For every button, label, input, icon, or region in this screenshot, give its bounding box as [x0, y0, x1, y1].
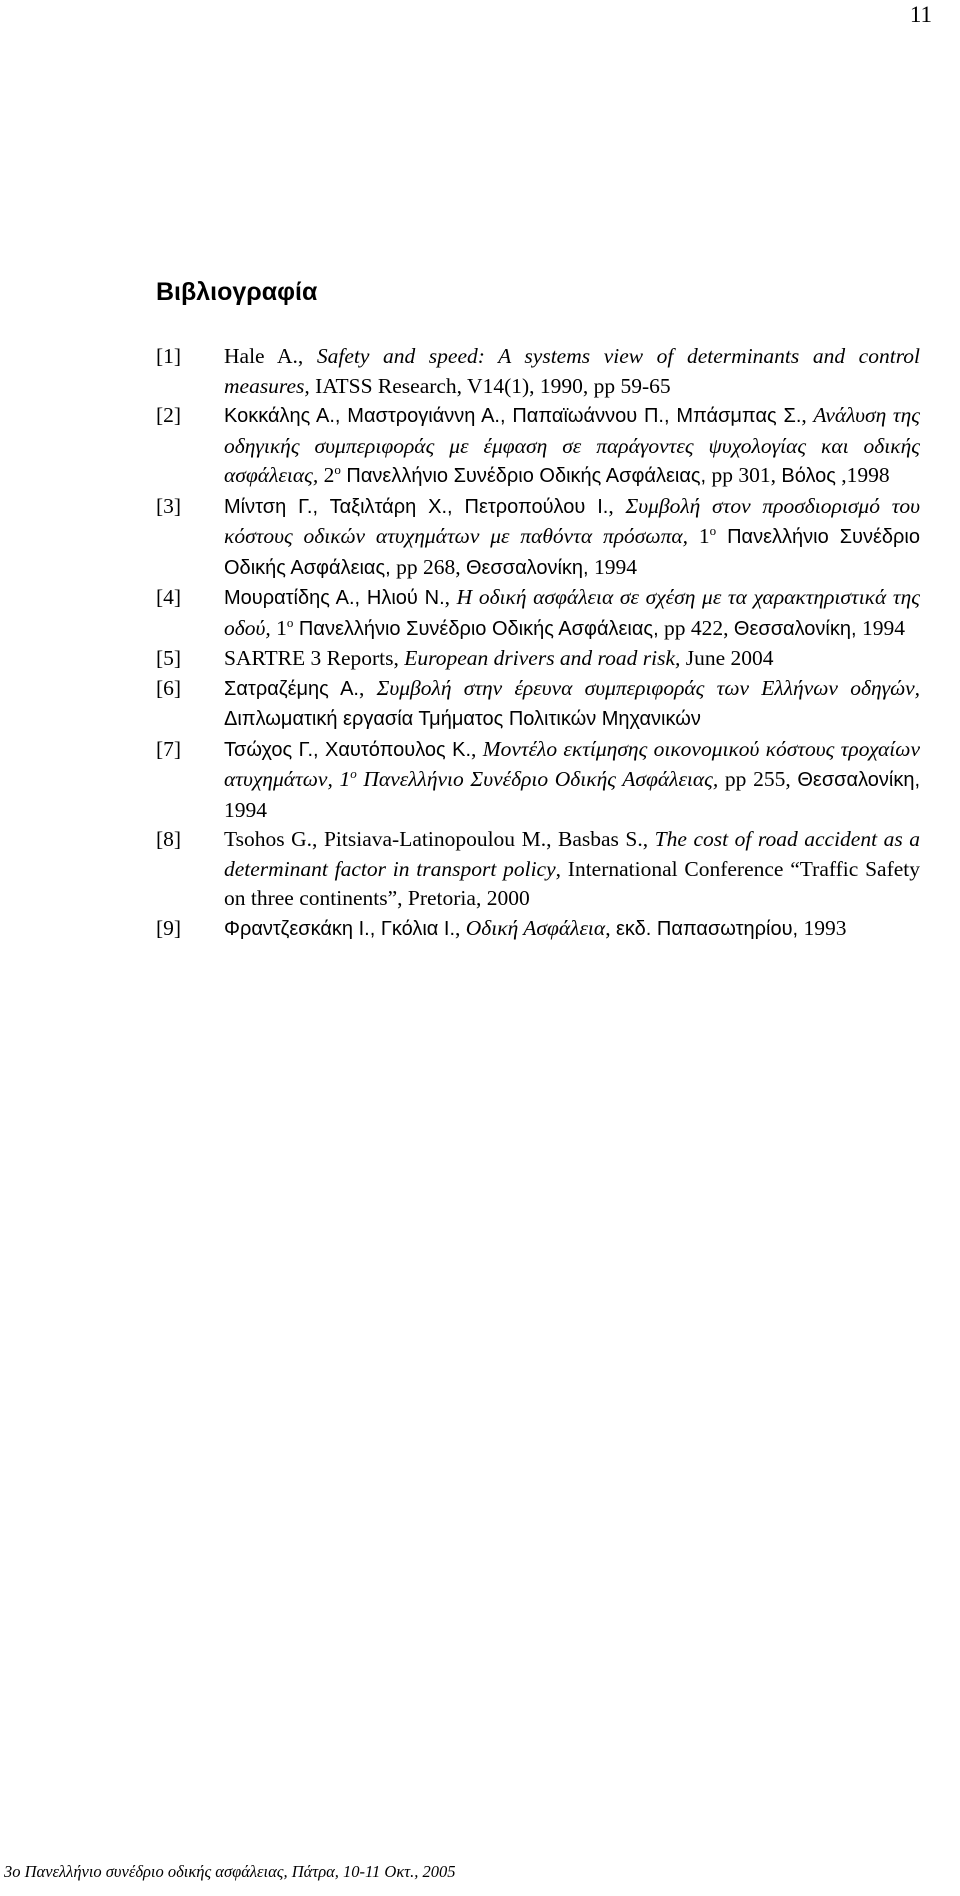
reference-text — [224, 344, 920, 398]
reference-text-segment: Θεσσαλονίκη, — [797, 769, 921, 791]
reference-item — [156, 825, 920, 914]
reference-text — [224, 646, 774, 670]
reference-text — [224, 676, 920, 731]
reference-text — [224, 827, 920, 910]
reference-number: [2] — [156, 403, 182, 427]
reference-text-segment: Η οδική ασφάλεια σε σχέση με τα χαρακτηριστικά της οδού, — [224, 585, 921, 640]
reference-text-segment: , — [801, 403, 814, 427]
reference-text-segment: , — [455, 915, 466, 940]
reference-text-segment: Μίντση Γ., Ταξιλτάρη Χ., Πετροπούλου Ι. — [224, 495, 609, 518]
reference-number: [7] — [156, 736, 182, 761]
reference-number: [8] — [156, 827, 182, 851]
reference-text-segment: pp 422, — [658, 615, 734, 640]
reference-text-segment: , — [605, 915, 616, 940]
reference-text-segment: , — [359, 675, 377, 700]
reference-text-segment: pp 255, — [718, 767, 798, 791]
reference-number: [1] — [156, 344, 182, 368]
reference-number: [4] — [156, 585, 182, 609]
reference-text-segment: Tsohos G., Pitsiava-Latinopoulou M., Basbas S., — [224, 827, 655, 851]
reference-text-segment: , — [444, 585, 457, 609]
reference-text — [224, 737, 920, 822]
reference-item — [156, 492, 920, 584]
reference-text — [224, 916, 846, 940]
reference-list — [156, 342, 920, 944]
reference-text-segment: Πανελλήνιο Συνέδριο Οδικής Ασφάλειας, — [356, 767, 719, 791]
reference-text-segment: ο — [334, 462, 341, 477]
reference-text-segment: Τσώχος Γ., Χαυτόπουλος Κ. — [224, 738, 472, 761]
reference-text-segment: Ανάλυση της οδηγικής συμπεριφοράς με έμφαση σε παράγοντες ψυχολογίας και οδικής ασφάλειας, — [224, 403, 920, 487]
reference-text-segment: Hale A., — [224, 344, 317, 368]
reference-item — [156, 914, 920, 945]
reference-number: [5] — [156, 646, 182, 670]
reference-text-segment: , International Conference “Traffic Safety on three continents”, Pretoria, 2000 — [224, 856, 921, 910]
reference-text-segment: Μουρατίδης Α., Ηλιού Ν. — [224, 587, 445, 609]
reference-text — [224, 403, 920, 487]
page-number: 11 — [909, 2, 932, 27]
reference-text-segment: ο — [709, 523, 717, 538]
reference-item — [156, 401, 920, 492]
reference-item — [156, 735, 920, 826]
reference-text-segment: Φραντζεσκάκη Ι., Γκόλια Ι. — [224, 917, 456, 940]
reference-text-segment: Μοντέλο εκτίμησης οικονομικού κόστους τροχαίων ατυχημάτων, 1 — [224, 736, 920, 791]
reference-number: [3] — [156, 493, 182, 518]
reference-item — [156, 342, 920, 401]
reference-text — [224, 494, 920, 579]
reference-number: [6] — [156, 675, 182, 700]
reference-text-segment: 1 — [688, 524, 710, 548]
reference-text-segment: 1994 — [224, 797, 267, 822]
page-title: Βιβλιογραφία — [156, 278, 318, 306]
reference-text-segment: εκδ. Παπασωτηρίου, — [615, 917, 799, 940]
reference-text-segment: 1994 — [588, 554, 637, 579]
reference-text-segment: Συμβολή στον προσδιορισμό του κόστους οδικών ατυχημάτων με παθόντα πρόσωπα, — [224, 493, 921, 548]
reference-text-segment: pp 268, — [390, 554, 466, 579]
reference-text-segment: 1994 — [856, 615, 905, 640]
reference-text-segment: 2 — [318, 463, 335, 487]
reference-text-segment: , — [608, 493, 626, 518]
reference-text-segment: 1993 — [798, 915, 847, 940]
reference-text-segment: Safety and speed: A systems view of determinants and control measures, — [224, 344, 920, 398]
reference-text-segment: European drivers and road risk, — [404, 646, 681, 670]
reference-text-segment: SARTRE 3 Reports, — [224, 646, 405, 670]
reference-text-segment: ,1998 — [835, 463, 890, 487]
reference-number: [9] — [156, 915, 182, 940]
reference-text-segment: June 2004 — [680, 646, 774, 670]
reference-text-segment: Σατραζέμης Α. — [224, 677, 359, 700]
reference-text-segment: IATSS Research, V14(1), 1990, pp 59-65 — [309, 373, 671, 398]
reference-item — [156, 674, 920, 735]
reference-text-segment: Κοκκάλης Α., Μαστρογιάννη Α., Παπαϊωάννου Π., Μπάσμπας Σ. — [224, 405, 802, 427]
reference-text-segment: Θεσσαλονίκη, — [733, 617, 857, 640]
reference-text-segment: The cost of road accident as a determinant factor in transport policy — [224, 827, 920, 881]
reference-text-segment: Πανελλήνιο Συνέδριο Οδικής Ασφάλειας, — [340, 465, 707, 487]
reference-text — [224, 585, 920, 640]
reference-text-segment: , — [471, 736, 483, 761]
reference-text-segment: ο — [286, 614, 294, 630]
reference-text-segment: Διπλωματική εργασία Τμήματος Πολιτικών Μηχανικών — [224, 708, 701, 730]
reference-text-segment: Συμβολή στην έρευνα συμπεριφοράς των Ελλήνων οδηγών, — [376, 675, 920, 700]
reference-text-segment: Οδική Ασφάλεια — [465, 915, 606, 940]
page-footer: 3ο Πανελλήνιο συνέδριο οδικής ασφάλειας, Πάτρα, 10-11 Οκτ., 2005 — [4, 1862, 456, 1881]
reference-text-segment: pp 301, — [706, 463, 782, 487]
reference-item — [156, 644, 920, 674]
reference-text-segment: 1 — [270, 615, 287, 640]
reference-text-segment: Πανελλήνιο Συνέδριο Οδικής Ασφάλειας, — [224, 526, 920, 579]
reference-text-segment: Πανελλήνιο Συνέδριο Οδικής Ασφάλειας, — [293, 617, 659, 640]
reference-text-segment: Βόλος — [781, 465, 836, 487]
reference-text-segment: Θεσσαλονίκη, — [465, 556, 589, 579]
reference-text-segment: ο — [350, 766, 357, 781]
reference-item — [156, 583, 920, 644]
